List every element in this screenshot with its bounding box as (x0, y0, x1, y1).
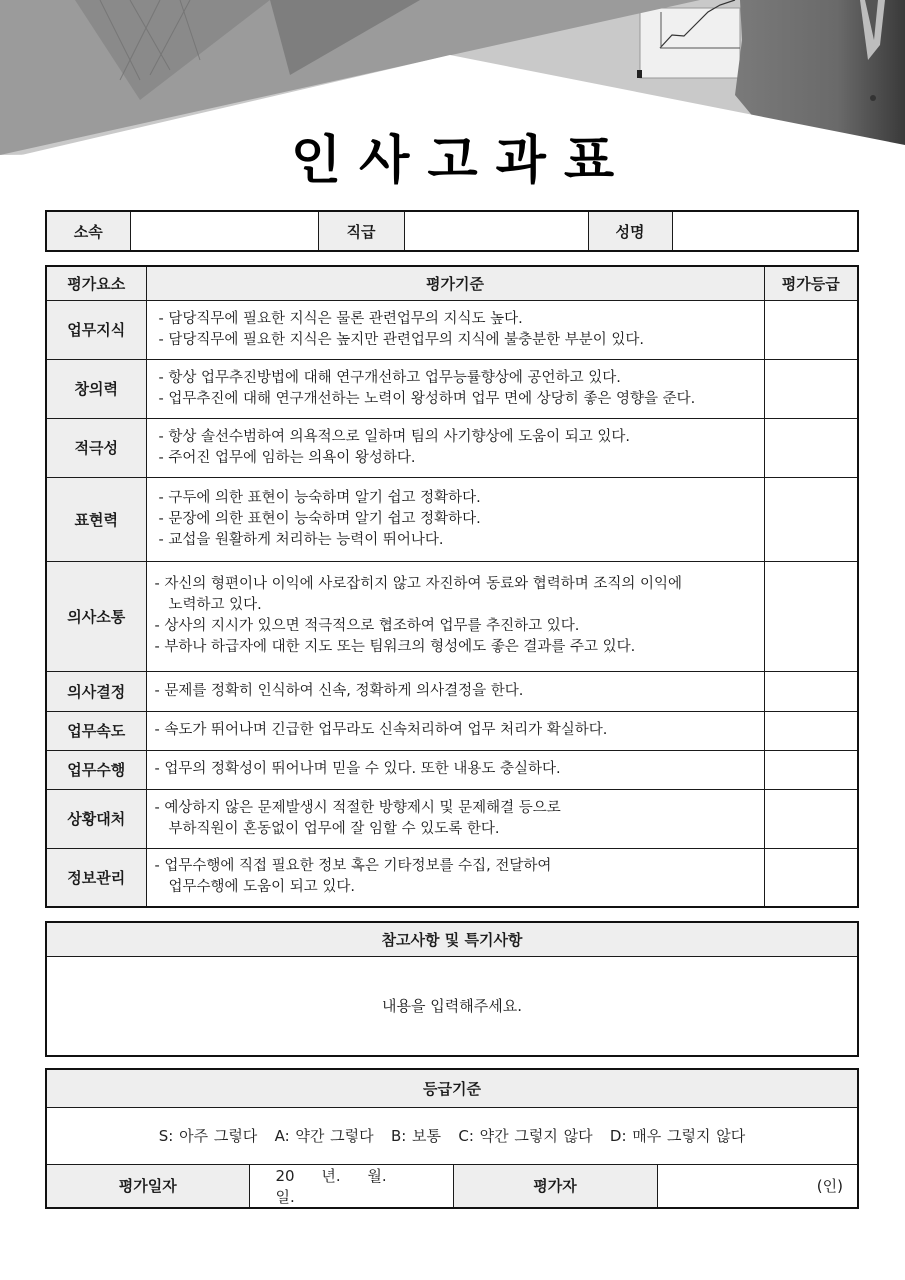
criteria-cell (146, 418, 764, 477)
grade-field[interactable] (764, 789, 858, 848)
evaluation-header-row (46, 266, 858, 300)
criteria-line: - 항상 솔선수범하여 의욕적으로 일하며 팀의 사기향상에 도움이 되고 있다. (158, 428, 631, 445)
grade-field[interactable] (764, 477, 858, 561)
table-row (46, 300, 858, 359)
criteria-cell (146, 561, 764, 671)
date-year-prefix: 20 (275, 1166, 295, 1185)
grade-field[interactable] (764, 750, 858, 789)
criteria-line: - 담당직무에 필요한 지식은 높지만 관련업무의 지식에 불충분한 부분이 있다. (158, 331, 645, 348)
factor-label: 업무수행 (46, 750, 146, 789)
evaluator-field[interactable] (657, 1164, 858, 1208)
table-row (46, 671, 858, 711)
criteria-line: - 문제를 정확히 인식하여 신속, 정확하게 의사결정을 한다. (154, 682, 524, 699)
grade-scale-text (46, 1107, 858, 1164)
table-row (46, 848, 858, 907)
grade-field[interactable] (764, 418, 858, 477)
criteria-line: - 업무수행에 직접 필요한 정보 혹은 기타정보를 수집, 전달하여 (154, 858, 552, 875)
criteria-cell (146, 671, 764, 711)
criteria-cell (146, 789, 764, 848)
grade-field[interactable] (764, 711, 858, 750)
affiliation-label: 소속 (46, 211, 130, 251)
criteria-cell (146, 477, 764, 561)
grade-field[interactable] (764, 671, 858, 711)
grade-field[interactable] (764, 561, 858, 671)
criteria-cell (146, 750, 764, 789)
column-header-criteria: 평가기준 (146, 266, 764, 300)
date-year-label: 년. (321, 1166, 341, 1185)
employee-info-table (45, 210, 859, 252)
grade-standard-heading: 등급기준 (46, 1069, 858, 1107)
criteria-cell (146, 711, 764, 750)
criteria-line: 부하직원이 혼동없이 업무에 잘 임할 수 있도록 한다. (168, 820, 500, 837)
criteria-line: - 문장에 의한 표현이 능숙하며 알기 쉽고 정확하다. (158, 510, 481, 527)
factor-label: 창의력 (46, 359, 146, 418)
criteria-line: - 자신의 형편이나 이익에 사로잡히지 않고 자진하여 동료와 협력하며 조직의 이익에 (154, 576, 683, 592)
table-row (46, 418, 858, 477)
criteria-line: - 주어진 업무에 임하는 의욕이 왕성하다. (158, 449, 416, 466)
grade-scale-label: S: 아주 그렇다 A: 약간 그렇다 B: 보통 C: 약간 그렇지 않다 D: 매우 그렇지 않다 (158, 1127, 746, 1145)
date-month-label: 월. (367, 1166, 387, 1185)
notes-textarea[interactable]: 내용을 입력해주세요. (46, 956, 858, 1056)
table-row (46, 477, 858, 561)
column-header-grade: 평가등급 (764, 266, 858, 300)
table-row (46, 561, 858, 671)
grade-field[interactable] (764, 300, 858, 359)
criteria-line: - 속도가 뛰어나며 긴급한 업무라도 신속처리하여 업무 처리가 확실하다. (154, 722, 608, 738)
seal-mark: (인) (816, 1177, 843, 1195)
name-label: 성명 (588, 211, 672, 251)
table-row (46, 359, 858, 418)
grade-field[interactable] (764, 848, 858, 907)
criteria-line: 노력하고 있다. (168, 597, 262, 613)
date-day-label: 일. (275, 1187, 295, 1206)
grade-standard-table (45, 1068, 859, 1209)
criteria-line: - 담당직무에 필요한 지식은 물론 관련업무의 지식도 높다. (158, 310, 523, 327)
evaluation-table (45, 265, 859, 908)
name-field[interactable] (672, 211, 858, 251)
position-field[interactable] (404, 211, 588, 251)
factor-label: 의사결정 (46, 671, 146, 711)
affiliation-field[interactable] (130, 211, 318, 251)
table-row (46, 789, 858, 848)
criteria-line: - 업무추진에 대해 연구개선하는 노력이 왕성하며 업무 면에 상당히 좋은 영향을 준다. (158, 390, 696, 407)
criteria-line: - 상사의 지시가 있으면 적극적으로 협조하여 업무를 추진하고 있다. (154, 618, 580, 634)
evaluation-date-field[interactable] (249, 1164, 453, 1208)
factor-label: 상황대처 (46, 789, 146, 848)
criteria-line: 업무수행에 도움이 되고 있다. (168, 879, 356, 896)
table-row (46, 750, 858, 789)
factor-label: 의사소통 (46, 561, 146, 671)
notes-heading: 참고사항 및 특기사항 (46, 922, 858, 956)
criteria-line: - 교섭을 원활하게 처리하는 능력이 뛰어나다. (158, 531, 444, 548)
evaluation-date-label: 평가일자 (46, 1164, 249, 1208)
grade-field[interactable] (764, 359, 858, 418)
position-label: 직급 (318, 211, 404, 251)
criteria-line: - 구두에 의한 표현이 능숙하며 알기 쉽고 정확하다. (158, 489, 481, 506)
criteria-line: - 부하나 하급자에 대한 지도 또는 팀워크의 형성에도 좋은 결과를 주고 있다. (154, 639, 636, 655)
column-header-factor: 평가요소 (46, 266, 146, 300)
factor-label: 적극성 (46, 418, 146, 477)
factor-label: 정보관리 (46, 848, 146, 907)
table-row (46, 711, 858, 750)
notes-table (45, 921, 859, 1057)
criteria-line: - 항상 업무추진방법에 대해 연구개선하고 업무능률향상에 공언하고 있다. (158, 369, 621, 386)
criteria-cell (146, 300, 764, 359)
criteria-line: - 예상하지 않은 문제발생시 적절한 방향제시 및 문제해결 등으로 (154, 799, 561, 816)
page-title: 인사고과표 (290, 131, 633, 191)
criteria-line: - 업무의 정확성이 뛰어나며 믿을 수 있다. 또한 내용도 충실하다. (154, 761, 561, 777)
evaluator-label: 평가자 (453, 1164, 657, 1208)
factor-label: 업무속도 (46, 711, 146, 750)
factor-label: 업무지식 (46, 300, 146, 359)
criteria-cell (146, 359, 764, 418)
factor-label: 표현력 (46, 477, 146, 561)
criteria-cell (146, 848, 764, 907)
